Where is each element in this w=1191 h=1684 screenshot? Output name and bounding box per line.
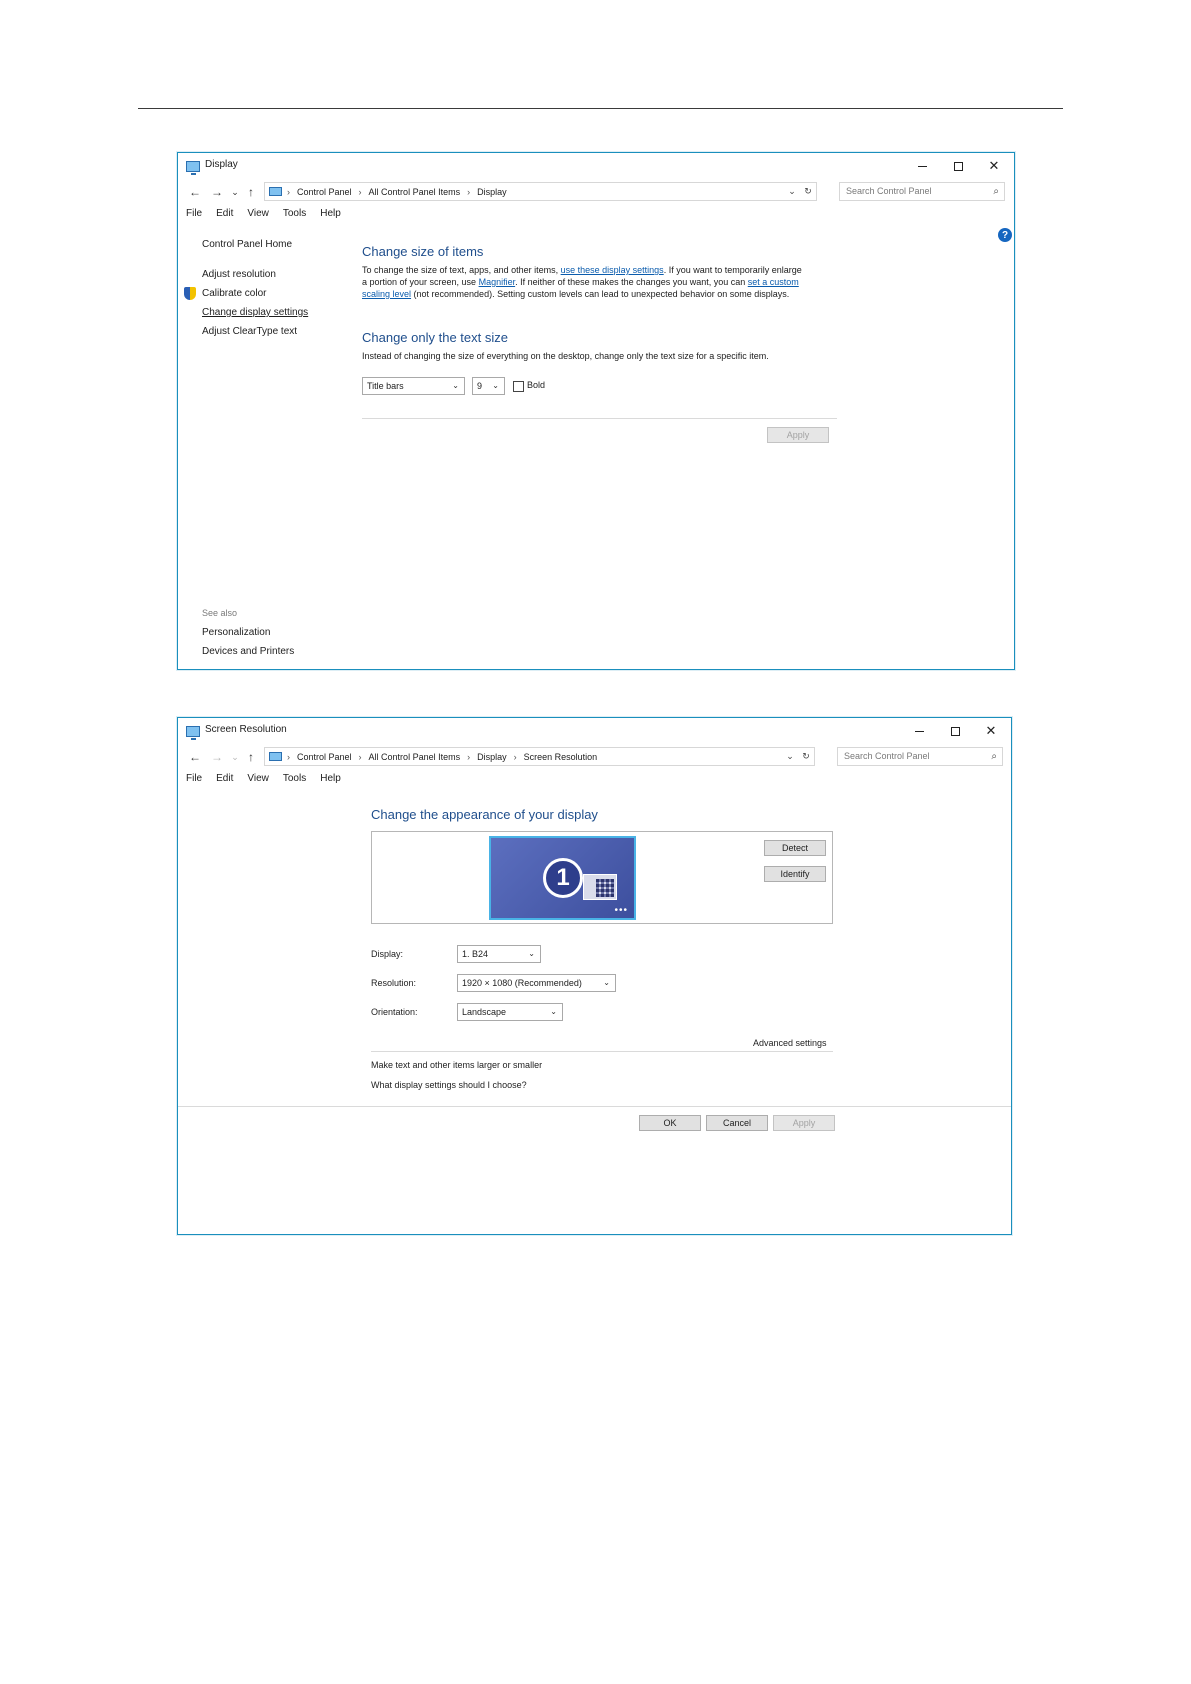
close-button[interactable] <box>973 720 1009 742</box>
chevron-down-icon: ⌄ <box>550 1007 557 1016</box>
breadcrumb-display[interactable]: Display <box>477 751 507 762</box>
menu-file[interactable]: File <box>186 773 203 784</box>
address-controls <box>782 748 814 765</box>
window-title: Display <box>205 159 238 170</box>
description-text: . If neither of these makes the changes you want, you can <box>515 277 748 287</box>
close-button[interactable] <box>976 155 1012 177</box>
title-bar[interactable] <box>178 718 1011 744</box>
breadcrumb-all-items[interactable]: All Control Panel Items <box>368 751 461 762</box>
breadcrumb-control-panel[interactable]: Control Panel <box>297 751 352 762</box>
page-title: Change the appearance of your display <box>371 807 598 822</box>
description-text: a portion of your screen, use <box>362 277 479 287</box>
use-display-settings-link[interactable]: use these display settings <box>560 265 664 275</box>
text-size-value: 9 <box>477 381 483 391</box>
breadcrumb-display[interactable]: Display <box>477 186 507 197</box>
text-item-select[interactable] <box>362 377 465 395</box>
display-settings-help-link[interactable]: What display settings should I choose? <box>371 1080 527 1090</box>
maximize-button[interactable] <box>940 155 976 177</box>
display-window <box>177 152 1015 670</box>
cancel-button[interactable]: Cancel <box>706 1115 768 1131</box>
section-divider <box>362 418 837 419</box>
breadcrumb-all-items[interactable]: All Control Panel Items <box>368 186 461 197</box>
minimize-button[interactable] <box>904 155 940 177</box>
advanced-settings-link[interactable]: Advanced settings <box>753 1038 827 1048</box>
search-placeholder: Search Control Panel <box>846 186 932 196</box>
see-also-personalization[interactable]: Personalization <box>202 627 271 638</box>
back-button[interactable] <box>186 748 204 766</box>
menu-bar <box>186 208 341 219</box>
chevron-down-icon: ⌄ <box>492 381 499 390</box>
forward-button[interactable] <box>208 183 226 201</box>
breadcrumb-control-panel[interactable]: Control Panel <box>297 186 352 197</box>
back-arrow-icon: ← <box>189 750 201 764</box>
sidebar-item-adjust-cleartype[interactable]: Adjust ClearType text <box>202 326 298 337</box>
identify-button[interactable]: Identify <box>764 866 826 882</box>
text-item-value: Title bars <box>367 381 404 391</box>
monitor-icon <box>269 187 282 196</box>
help-icon[interactable]: ? <box>998 228 1012 242</box>
footer-divider <box>178 1106 1011 1107</box>
display-label: Display: <box>371 949 404 959</box>
breadcrumb-screen-resolution[interactable]: Screen Resolution <box>523 751 598 762</box>
navigation-bar <box>178 746 1011 768</box>
address-dropdown-icon[interactable]: ⌄ <box>788 186 796 196</box>
resolution-value: 1920 × 1080 (Recommended) <box>462 978 582 988</box>
set-custom-scaling-link[interactable]: set a custom <box>747 277 799 287</box>
title-bar[interactable] <box>178 153 1014 179</box>
menu-tools[interactable]: Tools <box>282 773 307 784</box>
maximize-button[interactable] <box>937 720 973 742</box>
menu-view[interactable]: View <box>247 773 269 784</box>
magnifier-link[interactable]: Magnifier <box>478 277 516 287</box>
display-app-icon <box>186 726 200 737</box>
description-text: (not recommended). Setting custom levels can lead to unexpected behavior on some displays. <box>411 289 790 299</box>
sidebar-item-adjust-resolution[interactable]: Adjust resolution <box>202 269 276 280</box>
description-line-3 <box>362 288 852 300</box>
refresh-icon[interactable]: ↻ <box>802 751 810 761</box>
shield-icon <box>184 287 196 300</box>
forward-arrow-icon: → <box>211 185 223 199</box>
description-text: . If you want to temporarily enlarge <box>663 265 802 275</box>
menu-help[interactable]: Help <box>320 208 341 219</box>
sidebar-control-panel-home[interactable]: Control Panel Home <box>202 239 293 250</box>
menu-view[interactable]: View <box>247 208 269 219</box>
chevron-down-icon: ⌄ <box>231 751 239 762</box>
chevron-down-icon: ⌄ <box>231 186 239 197</box>
sidebar-item-label: Calibrate color <box>202 288 267 299</box>
orientation-label: Orientation: <box>371 1007 418 1017</box>
chevron-down-icon: ⌄ <box>452 381 459 390</box>
display-app-icon <box>186 161 200 172</box>
display-preview-panel <box>371 831 833 924</box>
back-arrow-icon: ← <box>189 185 201 199</box>
breadcrumb-separator-icon: › <box>287 186 290 197</box>
description-line-1 <box>362 264 852 276</box>
menu-edit[interactable]: Edit <box>216 773 234 784</box>
change-size-description <box>362 264 852 300</box>
address-controls <box>784 183 816 200</box>
breadcrumb-separator-icon: › <box>467 186 471 197</box>
search-icon[interactable]: ⌕ <box>993 186 999 197</box>
breadcrumb-separator-icon: › <box>513 751 517 762</box>
menu-edit[interactable]: Edit <box>216 208 234 219</box>
forward-button[interactable] <box>208 748 226 766</box>
breadcrumb-separator-icon: › <box>287 751 290 762</box>
minimize-icon <box>918 166 927 167</box>
description-line-2 <box>362 276 852 288</box>
menu-tools[interactable]: Tools <box>282 208 307 219</box>
search-input[interactable] <box>839 182 1005 201</box>
address-bar[interactable] <box>264 182 817 201</box>
menu-file[interactable]: File <box>186 208 203 219</box>
close-icon: ✕ <box>988 158 1000 173</box>
minimize-icon <box>915 731 924 732</box>
minimize-button[interactable] <box>901 720 937 742</box>
breadcrumb-separator-icon: › <box>358 751 362 762</box>
resolution-select[interactable] <box>457 974 616 992</box>
apply-button[interactable]: Apply <box>773 1115 835 1131</box>
forward-arrow-icon: → <box>211 750 223 764</box>
monitor-1-tile[interactable] <box>489 836 636 920</box>
up-arrow-icon: ↑ <box>248 750 254 764</box>
chevron-down-icon: ⌄ <box>528 949 535 958</box>
menu-help[interactable]: Help <box>320 773 341 784</box>
sidebar-item-change-display-settings[interactable]: Change display settings <box>202 307 309 318</box>
sidebar-item-calibrate-color[interactable] <box>202 288 266 299</box>
page-top-rule <box>138 108 1063 109</box>
resolution-label: Resolution: <box>371 978 417 988</box>
chevron-down-icon: ⌄ <box>603 978 610 987</box>
up-arrow-icon: ↑ <box>248 185 254 199</box>
refresh-icon[interactable]: ↻ <box>804 186 812 196</box>
bold-checkbox[interactable] <box>513 381 524 392</box>
breadcrumb-separator-icon: › <box>467 751 471 762</box>
section-heading-change-size: Change size of items <box>362 244 484 259</box>
breadcrumb-separator-icon: › <box>358 186 362 197</box>
bold-label: Bold <box>527 380 546 390</box>
back-button[interactable] <box>186 183 204 201</box>
see-also-devices-printers[interactable]: Devices and Printers <box>202 646 295 657</box>
description-text: To change the size of text, apps, and other items, <box>362 265 561 275</box>
scaling-level-link[interactable]: scaling level <box>362 289 412 299</box>
up-button[interactable] <box>242 183 260 201</box>
ok-button[interactable]: OK <box>639 1115 701 1131</box>
search-icon[interactable]: ⌕ <box>991 751 997 762</box>
search-placeholder: Search Control Panel <box>844 751 930 761</box>
section-heading-text-size: Change only the text size <box>362 330 508 345</box>
address-dropdown-icon[interactable]: ⌄ <box>786 751 794 761</box>
navigation-bar <box>178 181 1014 203</box>
text-size-description: Instead of changing the size of everything on the desktop, change only the text size for a specific item. <box>362 351 769 361</box>
menu-bar <box>186 773 341 784</box>
text-size-select[interactable] <box>472 377 505 395</box>
up-button[interactable] <box>242 748 260 766</box>
display-value: 1. B24 <box>462 949 489 959</box>
display-select[interactable] <box>457 945 541 963</box>
apply-button[interactable]: Apply <box>767 427 829 443</box>
orientation-select[interactable] <box>457 1003 563 1021</box>
maximize-icon <box>954 162 963 171</box>
search-input[interactable] <box>837 747 1003 766</box>
window-title: Screen Resolution <box>205 724 287 735</box>
address-bar[interactable] <box>264 747 815 766</box>
section-divider <box>371 1051 833 1052</box>
maximize-icon <box>951 727 960 736</box>
more-dots-icon: ••• <box>614 905 628 916</box>
taskbar-grid-icon <box>583 874 617 900</box>
larger-text-link[interactable]: Make text and other items larger or smaller <box>371 1060 543 1070</box>
screen-resolution-window <box>177 717 1012 1235</box>
see-also-label: See also <box>202 608 238 618</box>
monitor-icon <box>269 752 282 761</box>
detect-button[interactable]: Detect <box>764 840 826 856</box>
close-icon: ✕ <box>985 723 997 738</box>
monitor-number-badge: 1 <box>543 858 583 898</box>
orientation-value: Landscape <box>462 1007 507 1017</box>
